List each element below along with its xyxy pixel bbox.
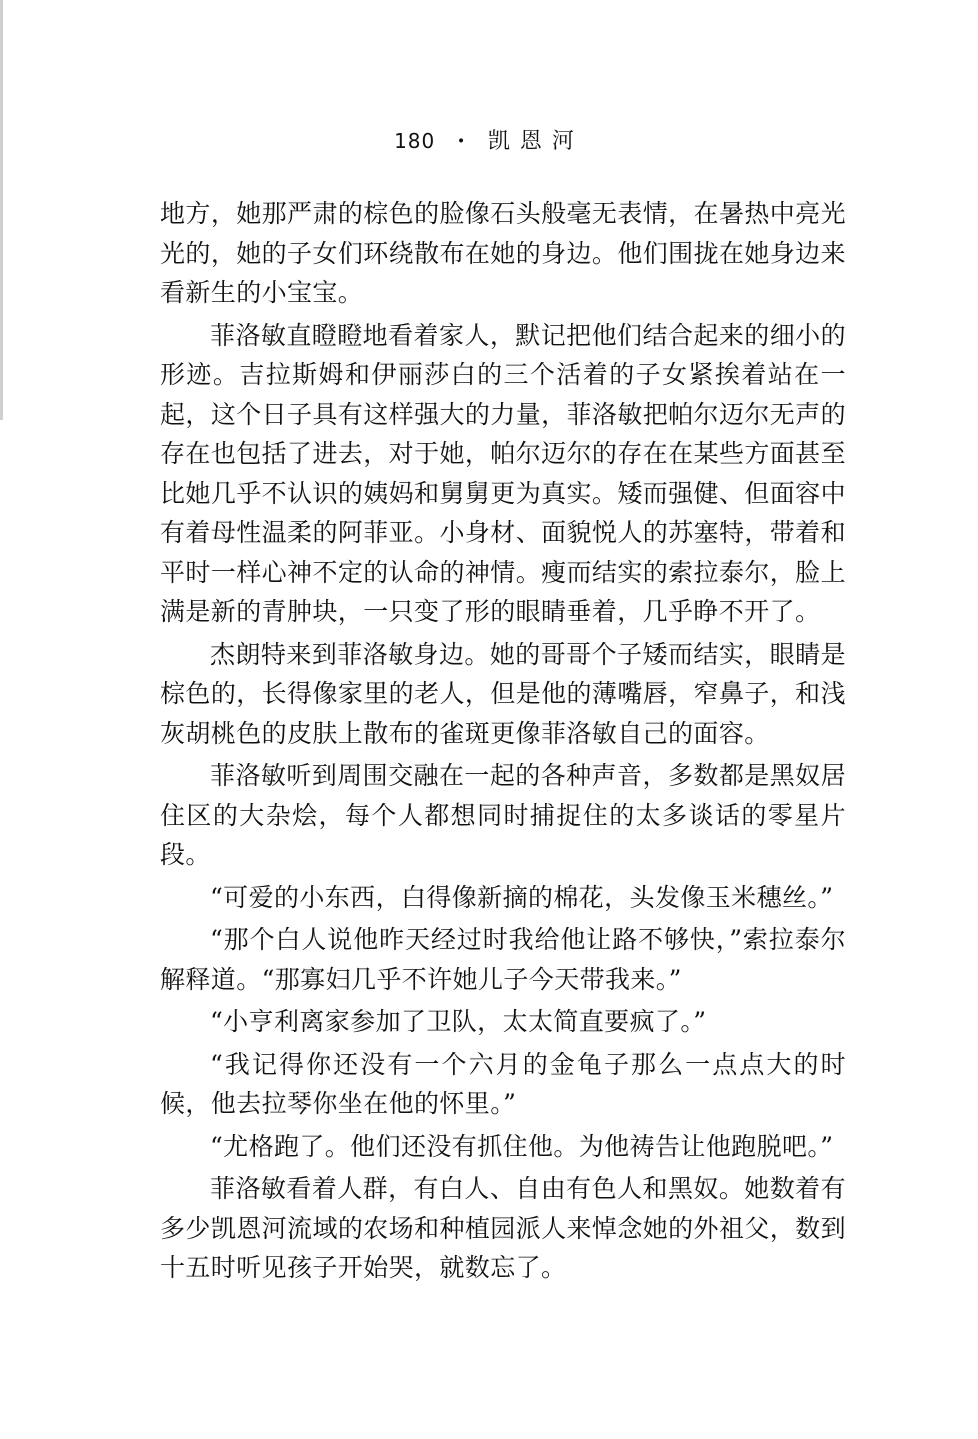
dialogue-line: “可爱的小东西，白得像新摘的棉花，头发像玉米穗丝。” xyxy=(210,882,834,912)
body-text xyxy=(160,194,846,1291)
dialogue-line: “小亨利离家参加了卫队，太太简直要疯了。” xyxy=(210,1007,707,1036)
running-header xyxy=(0,124,978,158)
paragraph: 杰朗特来到菲洛敏身边。她的哥哥个子矮而结实，眼睛是棕色的，长得像家里的老人，但是他的薄嘴唇，窄鼻子，和浅灰胡桃色的皮肤上散布的雀斑更像菲洛敏自己的面容。 xyxy=(160,639,846,748)
dialogue-line: “尤格跑了。他们还没有抓住他。为他祷告让他跑脱吧。” xyxy=(210,1131,834,1161)
paragraph: 菲洛敏听到周围交融在一起的各种声音，多数都是黑奴居住区的大杂烩，每个人都想同时捕捉住的太多谈话的零星片段。 xyxy=(160,761,846,869)
paragraph: 菲洛敏直瞪瞪地看着家人，默记把他们结合起来的细小的形迹。吉拉斯姆和伊丽莎白的三个活着的子女紧挨着站在一起，这个日子具有这样强大的力量，菲洛敏把帕尔迈尔无声的存在也包括了进去，对于她，帕尔迈尔的存在在某些方面甚至比她几乎不认识的姨妈和舅舅更为真实。矮而强健、但面容中有着母性温柔的阿菲亚。小身材、面貌悦人的苏塞特，带着和平时一样心神不定的认命的神情。瘦而结实的索拉泰尔，脸上满是新的青肿块，一只变了形的眼睛垂着，几乎睁不开了。 xyxy=(160,320,846,626)
paragraph-continued: 地方，她那严肃的棕色的脸像石头般毫无表情，在暑热中亮光光的，她的子女们环绕散布在她的身边。他们围拢在她身边来看新生的小宝宝。 xyxy=(160,199,846,307)
paragraph: 菲洛敏看着人群，有白人、自由有色人和黑奴。她数着有多少凯恩河流域的农场和种植园派人来悼念她的外祖父，数到十五时听见孩子开始哭，就数忘了。 xyxy=(160,1174,846,1282)
page-edge-shadow xyxy=(0,0,3,420)
dialogue-line: “那个白人说他昨天经过时我给他让路不够快，”索拉泰尔解释道。“那寡妇几乎不许她儿子今天带我来。” xyxy=(160,925,846,994)
page-number: 180 xyxy=(394,129,436,153)
dialogue-line: “我记得你还没有一个六月的金龟子那么一点点大的时候，他去拉琴你坐在他的怀里。” xyxy=(160,1049,846,1118)
header-separator: · xyxy=(457,128,466,154)
running-title: 凯恩河 xyxy=(487,129,584,154)
